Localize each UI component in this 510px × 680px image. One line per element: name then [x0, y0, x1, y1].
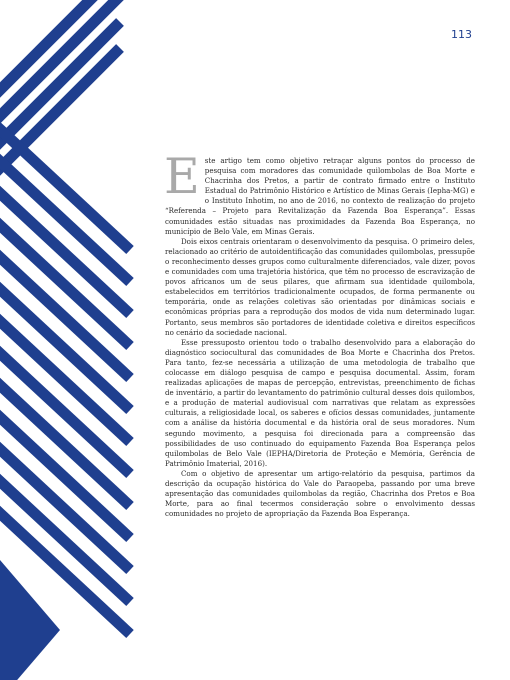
corner-triangle [0, 560, 60, 680]
paragraph-1: ste artigo tem como objetivo retraçar alguns pontos do processo de pesquisa com moradores das comunidade quilombolas de Boa Morte e Chacrinha dos Pretos, a partir de contrato firmado entre o Instituto Estadual do Patrimônio Histórico e Artístico de Minas Gerais (Iepha-MG) e o Instituto Inhotim, no ano de 2016, no contexto de realização do projeto “Referenda – Projeto para Revitalização da Fazenda Boa Esperança”. Essas comunidades estão situadas nas proximidades da Fazenda Boa Esperança, no município de Belo Vale, em Minas Gerais. [165, 156, 475, 236]
paragraph-3: Esse pressuposto orientou todo o trabalho desenvolvido para a elaboração do diagnóstico sociocultural das comunidades de Boa Morte e Chacrinha dos Pretos. Para tanto, fez-se necessária a utilização de uma metodologia de trabalho que colocasse em diálogo pesquisa de campo e pesquisa documental. Assim, foram realizadas aplicações de mapas de percepção, entrevistas, preenchimento de fichas de inventário, a partir do levantamento do patrimônio cultural desses dois quilombos, e a produção de material audiovisual com narrativas que relatam as expressões culturais, a religiosidade local, os saberes e ofícios dessas comunidades, juntamente com a análise da história documental e da história oral de seus moradores. Num segundo movimento, a pesquisa foi direcionada para a compreensão das possibilidades de uso continuado do equipamento Fazenda Boa Esperança pelos quilombolas de Belo Vale (IEPHA/Diretoria de Proteção e Memória, Gerência de Patrimônio Imaterial, 2016). [165, 337, 475, 468]
paragraph-4: Com o objetivo de apresentar um artigo-relatório da pesquisa, partimos da descrição da ocupação histórica do Vale do Paraopeba, passando por uma breve apresentação das comunidades quilombolas da região, Chacrinha dos Pretos e Boa Morte, para ao final tecermos consideração sobre o envolvimento dessas comunidades no projeto de apropriação da Fazenda Boa Esperança. [165, 468, 475, 519]
page-number: 113 [451, 28, 472, 41]
article-body [164, 148, 475, 519]
drop-cap: E [164, 148, 200, 205]
stripe-top-3 [0, 22, 120, 152]
decorative-stripes [0, 0, 140, 680]
paragraph-2: Dois eixos centrais orientaram o desenvolvimento da pesquisa. O primeiro deles, relacionado ao critério de autoidentificação das comunidades quilombolas, pressupõe o reconhecimento desses grupos como culturalmente diferenciados, vale dizer, povos e comunidades com uma trajetória histórica, que têm no processo de escravização de povos africanos um de seus pilares, que afirmam sua identidade quilombola, estabelecidos em territórios tradicionalmente ocupados, de forma permanente ou temporária, onde as relações coletivas são orientadas por dinâmicas sociais e econômicas próprias para a reprodução dos modos de vida num determinado lugar. Portanto, seus membros são portadores de identidade coletiva e direitos específicos no cenário da sociedade nacional. [165, 236, 475, 337]
